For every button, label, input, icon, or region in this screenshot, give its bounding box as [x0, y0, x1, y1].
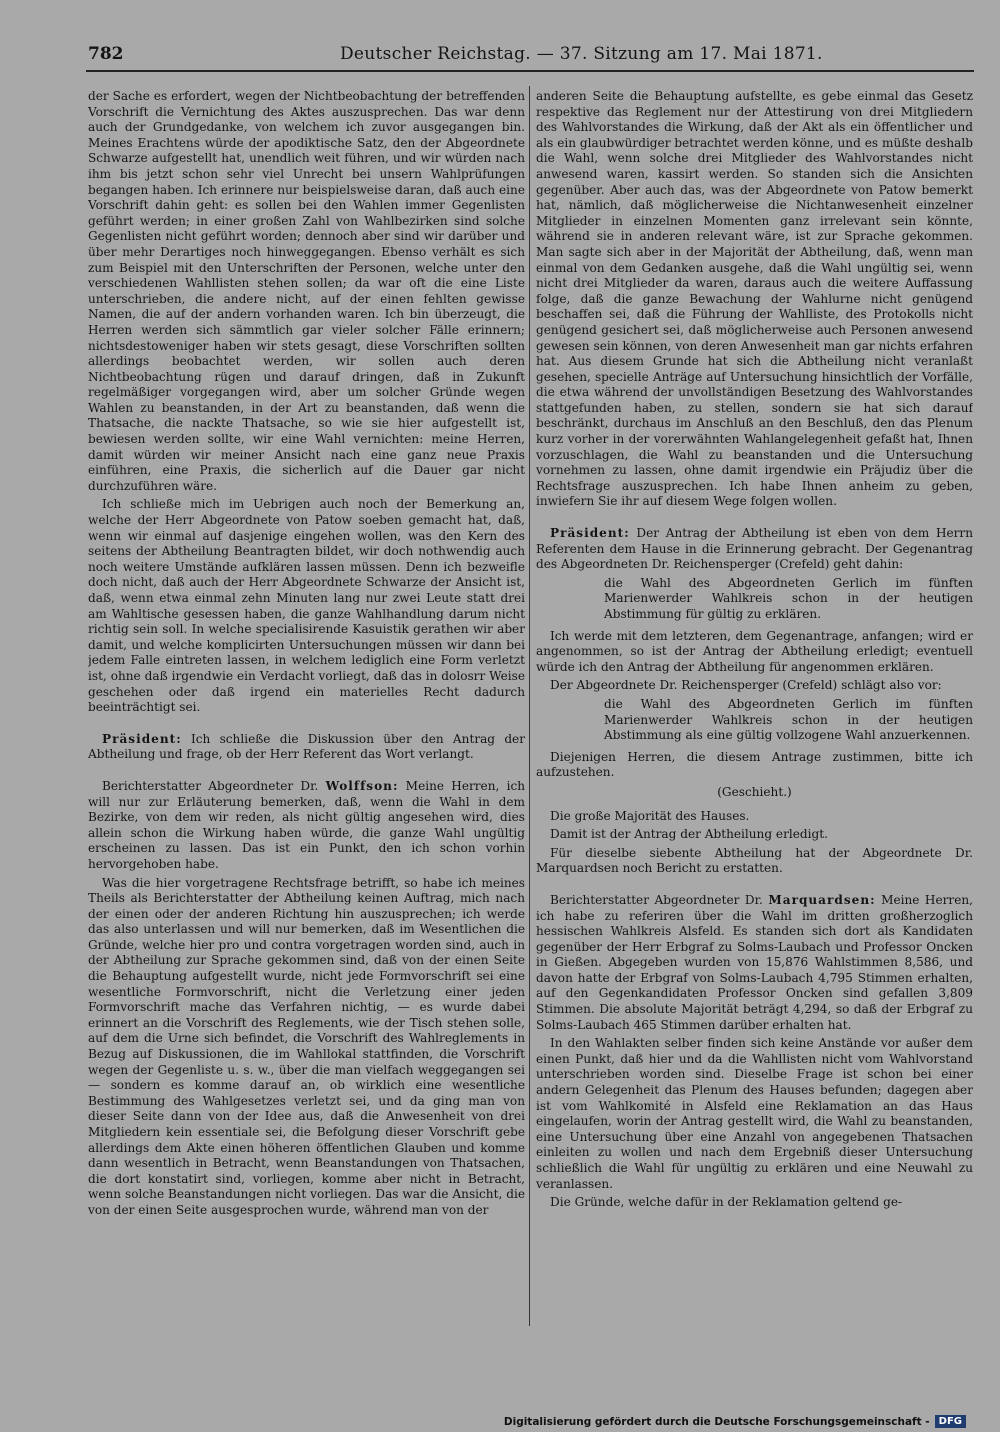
dfg-logo: DFG — [935, 1415, 966, 1428]
speech-paragraph — [88, 732, 525, 763]
footer-text: Digitalisierung gefördert durch die Deutsche Forschungsgemeinschaft - — [503, 1415, 930, 1428]
paragraph: Der Abgeordnete Dr. Reichensperger (Crefeld) schlägt also vor: — [550, 678, 942, 693]
speaker-name: Marquardsen: — [768, 892, 876, 907]
paragraph: Was die hier vorgetragene Rechtsfrage betrifft, so habe ich meines Theils als Berichterstatter der Abtheilung keinen Auftrag, mich nach der einen oder der anderen Richtung hin auszusprechen; ich werde das also unterlassen und will nur bemerken, daß im Wesentlichen die Gründe, welche hier pro und contra vorgetragen worden sind, auch in der Abtheilung zur Sprache gekommen sind, daß von der einen Seite die Behauptung aufgestellt wurde, nicht jede Formvorschrift sei eine wesentliche Formvorschrift, nicht die Verletzung einer jeden Formvorschrift mache das Verfahren nichtig, — es wurde dabei erinnert an die Vorschrift des Reglements, wie der Tisch stehen solle, auf dem die Urne sich befindet, die Vorschrift des Wahlreglements in Bezug auf Diskussionen, die im Wahllokal stattfinden, die Vorschrift wegen der Gegenliste u. s. w., über die man vielfach weggegangen sei — sondern es komme darauf an, ob wirklich eine wesentliche Bestimmung des Wahlgesetzes verletzt sei, und da ging man von dieser Seite dann von der Idee aus, daß die Anwesenheit von drei Mitgliedern kein essentiale sei, die Befolgung dieser Vorschrift gebe allerdings dem Akte einen höheren öffentlichen Glauben und komme dann wesentlich in Betracht, wenn Beanstandungen von Thatsachen, die dort konstatirt sind, vorliegen, komme aber nicht in Betracht, wenn solche Beanstandungen nicht vorliegen. Das war die Ansicht, die von der einen Seite ausgesprochen wurde, während man von der — [88, 875, 525, 1217]
speaker-name: Wolffson: — [325, 778, 399, 793]
footer-credit — [504, 1415, 966, 1428]
paragraph: Damit ist der Antrag der Abtheilung erledigt. — [550, 827, 828, 842]
speaker-name: Präsident: — [550, 526, 630, 541]
page-number: 782 — [88, 44, 124, 64]
header-rule — [86, 70, 974, 72]
speech-paragraph — [88, 779, 525, 873]
paragraph: Für dieselbe siebente Abtheilung hat der Abgeordnete Dr. Marquardsen noch Bericht zu erstatten. — [536, 845, 973, 876]
paragraph: Die große Majorität des Hauses. — [550, 808, 750, 823]
speech-text: Meine Herren, ich habe zu referiren über die Wahl im dritten großherzoglich hessischen Wahlkreis Alsfeld. Es standen sich dort als Kandidaten gegenüber der Herr Erbgraf zu Solms-Laubach und Professor Oncken in Gießen. Abgegeben wurden von 15,876 Wahlstimmen 8,586, und davon hatte der Erbgraf von Solms-Laubach 4,795 Stimmen erhalten, auf den Gegenkandidaten Professor Oncken sind gefallen 3,809 Stimmen. Die absolute Majorität beträgt 4,294, so daß der Erbgraf zu Solms-Laubach 465 Stimmen darüber erhalten hat. — [536, 892, 973, 1032]
running-head: Deutscher Reichstag. — 37. Sitzung am 17. Mai 1871. — [340, 44, 823, 64]
paragraph: Ich schließe mich im Uebrigen auch noch der Bemerkung an, welche der Herr Abgeordnete von Patow soeben gemacht hat, daß, wenn wir einmal auf dasjenige eingehen wollen, was den Kern des seitens der Abtheilung Beantragten bildet, wir doch nothwendig auch noch weitere Umstände aufklären lassen müssen. Denn ich bezweifle doch nicht, daß auch der Herr Abgeordnete Schwarze der Ansicht ist, daß, wenn etwa einmal zehn Minuten lang nur zwei Leute statt drei am Wahltische gesessen haben, die ganze Wahlhandlung darum nicht richtig sein soll. In welche specialisirende Kasuistik gerathen wir aber damit, und welche komplicirten Untersuchungen müssen wir dann bei jedem Falle eintreten lassen, in welchem lediglich eine Form verletzt ist, ohne daß irgendwie ein Verdacht vorliegt, daß das in dolosrr Weise geschehen oder daß irgend ein materielles Recht dadurch beeinträchtigt sei. — [88, 497, 525, 715]
column-divider — [529, 86, 530, 1326]
speech-text: Meine Herren, ich will nur zur Erläuterung bemerken, daß, wenn die Wahl in dem Bezirke, von dem wir reden, als nicht gültig angesehen wird, dies allein schon die Wirkung haben würde, die ganze Wahl ungültig erscheinen zu lassen. Das ist ein Punkt, den ich schon vorhin hervorgehoben habe. — [88, 778, 525, 871]
quoted-motion: die Wahl des Abgeordneten Gerlich im fünften Marienwerder Wahlkreis schon in der heutigen Abstimmung für gültig zu erklären. — [604, 575, 973, 621]
right-column — [536, 89, 973, 1334]
speech-text: Der Antrag der Abtheilung ist eben von dem Herrn Referenten dem Hause in die Erinnerung gebracht. Der Gegenantrag des Abgeordneten Dr. Reichensperger (Crefeld) geht dahin: — [536, 526, 973, 572]
speaker-role: Berichterstatter Abgeordneter Dr. — [550, 892, 769, 907]
paragraph: anderen Seite die Behauptung aufstellte, es gebe einmal das Gesetz respektive das Reglement nur der Attestirung von drei Mitgliedern des Wahlvorstandes die Wirkung, daß der Akt als ein öffentlicher und als ein glaubwürdiger betrachtet werden könne, und es müßte deshalb die Wahl, wenn solche drei Mitglieder des Wahlvorstandes nicht anwesend waren, kassirt werden. So standen sich die Ansichten gegenüber. Aber auch das, was der Abgeordnete von Patow bemerkt hat, nämlich, daß möglicherweise die Nichtanwesenheit einzelner Mitglieder in einzelnen Momenten ganz irrelevant sein könnte, während sie in anderen relevant wäre, ist zur Sprache gekommen. Man sagte sich aber in der Majorität der Abtheilung, daß, wenn man einmal von dem Gedanken ausgehe, daß die Wahl ungültig sei, wenn nicht drei Mitglieder da waren, daraus auch die weitere Auffassung folge, daß die ganze Bewachung der Wahlurne nicht genügend beschaffen sei, daß die Führung der Wahlliste, des Protokolls nicht genügend gesichert sei, daß möglicherweise auch Personen anwesend gewesen sein können, von deren Anwesenheit man gar nichts erfahren hat. Aus diesem Grunde hat sich die Abtheilung nicht veranlaßt gesehen, specielle Anträge auf Untersuchung hinsichtlich der Vorfälle, die etwa während der unvollständigen Besetzung des Wahlvorstandes stattgefunden haben, zu stellen, sondern sie hat sich darauf beschränkt, durchaus im Anschluß an den Beschluß, den das Plenum kurz vorher in der vorerwähnten Wahlangelegenheit gefaßt hat, Ihnen vorzuschlagen, die Wahl zu beanstanden und die Untersuchung vornehmen zu lassen, ohne damit irgendwie ein Präjudiz über die Rechtsfrage auszusprechen. Ich habe Ihnen anheim zu geben, inwiefern Sie ihr auf diesem Wege folgen wollen. — [536, 89, 973, 509]
speaker-name: Präsident: — [102, 731, 182, 746]
speech-paragraph — [536, 526, 973, 573]
page-header — [88, 44, 988, 70]
quoted-motion: die Wahl des Abgeordneten Gerlich im fünften Marienwerder Wahlkreis schon in der heutigen Abstimmung als eine gültig vollzogene Wahl anzuerkennen. — [604, 696, 973, 743]
speech-text: Ich schließe die Diskussion über den Antrag der Abtheilung und frage, ob der Herr Referent das Wort verlangt. — [88, 731, 525, 762]
left-column — [88, 89, 525, 1329]
speech-paragraph — [536, 893, 973, 1033]
speaker-role: Berichterstatter Abgeordneter Dr. — [102, 778, 326, 793]
paragraph: Ich werde mit dem letzteren, dem Gegenantrage, anfangen; wird er angenommen, so ist der Antrag der Abtheilung erledigt; eventuell würde ich den Antrag der Abtheilung für angenommen erklären. — [536, 628, 973, 674]
paragraph: In den Wahlakten selber finden sich keine Anstände vor außer dem einen Punkt, daß hier und da die Wahllisten nicht vom Wahlvorstand unterschrieben worden sind. Dieselbe Frage ist schon bei einer andern Gelegenheit das Plenum des Hauses befunden; dagegen aber ist vom Wahlkomité in Alsfeld eine Reklamation an das Haus eingelaufen, worin der Antrag gestellt wird, die Wahl zu beanstanden, eine Untersuchung über eine Anzahl von angegebenen Thatsachen einleiten zu wollen und nach dem Ergebniß dieser Untersuchung schließlich die Wahl für ungültig zu erklären und eine Neuwahl zu veranlassen. — [536, 1036, 973, 1191]
paragraph: Die Gründe, welche dafür in der Reklamation geltend ge- — [550, 1195, 903, 1210]
paragraph: der Sache es erfordert, wegen der Nichtbeobachtung der betreffenden Vorschrift die Vernichtung des Aktes auszusprechen. Das war denn auch der Grundgedanke, von welchem ich zuvor ausgegangen bin. Meines Erachtens würde der apodiktische Satz, den der Abgeordnete Schwarze aufgestellt hat, unendlich weit führen, und wir würden nach ihm bis jetzt schon sehr viel Unrecht bei unsern Wahlprüfungen begangen haben. Ich erinnere nur beispielsweise daran, daß auch eine Vorschrift dahin geht: es sollen bei den Wahlen immer Gegenlisten geführt werden; in einer großen Zahl von Wahlbezirken sind solche Gegenlisten nicht geführt worden; dennoch aber sind wir darüber und über mehr Derartiges noch hinweggegangen. Ebenso verhält es sich zum Beispiel mit den Unterschriften der Personen, welche unter den verschiedenen Wahllisten stehen sollen; da war oft die eine Liste unterschrieben, die andere nicht, auf der einen fehlten gewisse Namen, die auf der andern vorhanden waren. Ich bin überzeugt, die Herren werden sich sämmtlich gar vieler solcher Fälle erinnern; nichtsdestoweniger haben wir stets gesagt, diese Vorschriften sollten allerdings beobachtet werden, wir sollen auch deren Nichtbeobachtung rügen und darauf dringen, daß in Zukunft regelmäßiger vorgegangen wird, aber um solcher Gründe wegen Wahlen zu beanstanden, in der Art zu beanstanden, daß wenn die Thatsache, die nackte Thatsache, so wie sie hier aufgestellt ist, bewiesen werden sollte, wir eine Wahl vernichten: meine Herren, damit würden wir meiner Ansicht nach eine ganz neue Praxis einführen, eine Praxis, die sicherlich auf die Dauer gar nicht durchzuführen wäre. — [88, 89, 525, 493]
stage-direction: (Geschieht.) — [717, 784, 792, 799]
paragraph: Diejenigen Herren, die diesem Antrage zustimmen, bitte ich aufzustehen. — [536, 749, 973, 780]
